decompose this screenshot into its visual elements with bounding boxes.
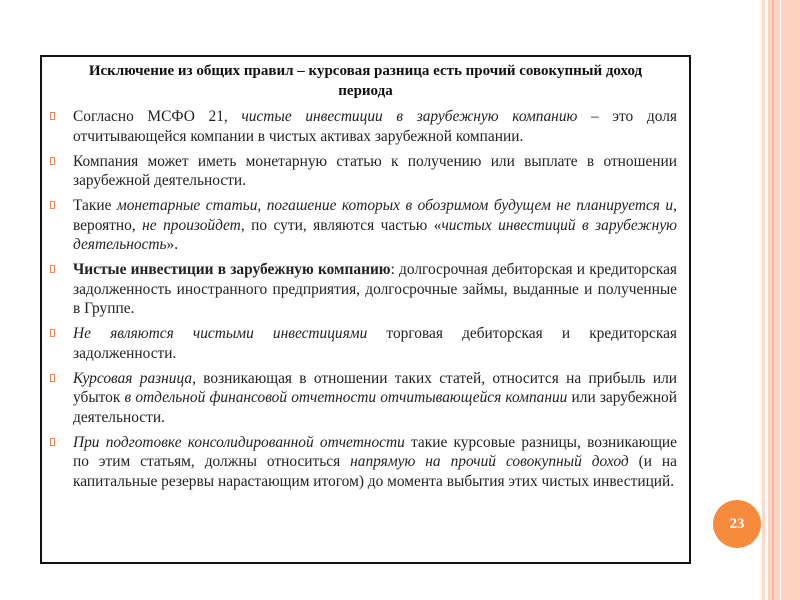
text: : долгосрочная дебиторская и кредиторская задолженность иностранного предприятия, долгосрочные займы, выданные и полученные в Группе. <box>73 261 677 317</box>
bold-text: Чистые инвестиции в зарубежную компанию <box>73 261 391 278</box>
list-item <box>50 107 677 146</box>
text: – это доля отчитывающейся компании в чистых активах зарубежной компании. <box>73 108 677 145</box>
bullet-square-icon <box>50 329 55 337</box>
slide-title: Исключение из общих правил – курсовая разница есть прочий совокупный доход периода <box>88 63 643 99</box>
italic-text: чистых инвестиций в зарубежную деятельность <box>73 216 677 253</box>
page-number-badge: 23 <box>713 500 761 548</box>
italic-text: При подготовке консолидированной отчетности <box>73 433 405 451</box>
list-item <box>50 433 677 492</box>
text: такие курсовые разницы, возникающие по этим статьям, должны относиться <box>73 433 677 470</box>
italic-text: напрямую на прочий совокупный доход <box>350 453 629 470</box>
italic-text: не произойдет <box>142 216 241 234</box>
bullet-square-icon <box>50 201 55 209</box>
text: или зарубежной деятельности. <box>73 389 677 426</box>
text: Такие <box>73 197 117 214</box>
italic-text: в отдельной финансовой отчетности отчитывающейся компании <box>124 389 568 406</box>
text: , вероятно, <box>73 197 677 234</box>
text: (и на капитальные резервы нарастающим итогом) до момента выбытия этих чистых инвестиций. <box>73 453 678 490</box>
text: ». <box>166 236 179 253</box>
italic-text: Курсовая разница <box>73 369 193 387</box>
italic-text: монетарные статьи, погашение которых в обозримом будущем не планируется и <box>116 197 674 214</box>
text: Компания может иметь монетарную статью к получению или выплате в отношении зарубежной деятельности. <box>73 152 677 189</box>
bullet-square-icon <box>50 265 55 273</box>
bullet-list <box>50 107 677 497</box>
italic-text: чистые инвестиции в зарубежную компанию <box>241 108 578 125</box>
list-item <box>50 369 677 428</box>
list-item <box>50 324 677 363</box>
text: Согласно МСФО 21, <box>73 108 242 125</box>
bullet-square-icon <box>50 438 55 446</box>
decorative-stripes <box>762 0 800 600</box>
list-item <box>50 152 677 191</box>
bullet-square-icon <box>50 374 55 382</box>
list-item <box>50 196 677 255</box>
bullet-square-icon <box>50 157 55 165</box>
bullet-square-icon <box>50 112 55 120</box>
italic-text: Не являются чистыми инвестициями <box>73 325 368 342</box>
text: , по сути, являются частью « <box>240 216 442 234</box>
content-box <box>40 55 691 564</box>
text: торговая дебиторская и кредиторская задолженности. <box>73 325 677 362</box>
list-item <box>50 260 677 319</box>
text: , возникающая в отношении таких статей, относится на прибыль или убыток <box>73 369 677 406</box>
